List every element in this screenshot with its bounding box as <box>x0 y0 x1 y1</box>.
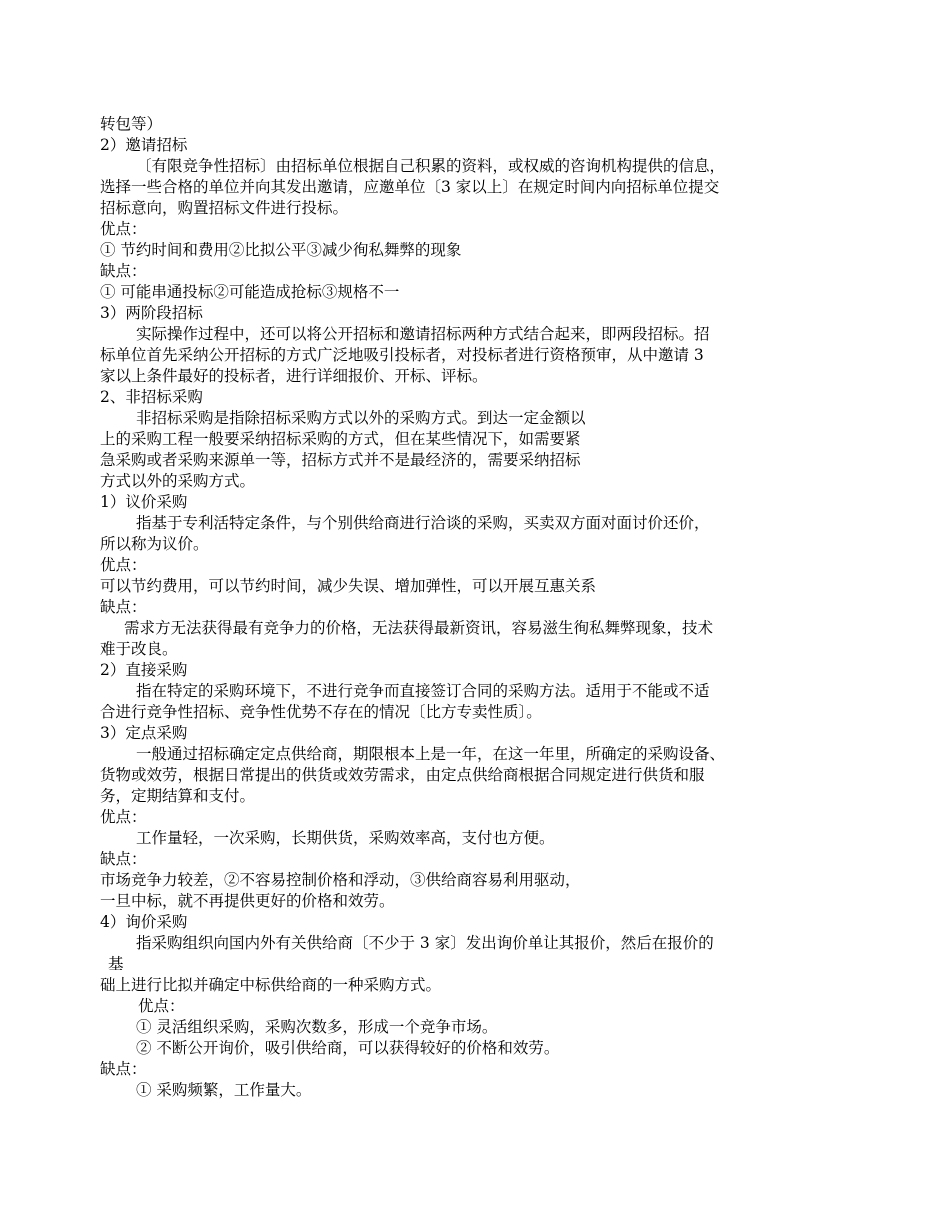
text-line: 上的采购工程一般要采纳招标采购的方式，但在某些情况下，如需要紧 <box>100 430 581 448</box>
text-line: 货物或效劳，根据日常提出的供货或效劳需求，由定点供给商根据合同规定进行供货和服 <box>100 766 705 784</box>
text-line: 工作量轻，一次采购，长期供货，采购效率高，支付也方便。 <box>136 829 555 847</box>
text-line: ① 节约时间和费用②比拟公平③减少徇私舞弊的现象 <box>100 241 462 259</box>
label-line: 优点： <box>100 808 147 826</box>
text-line: 一旦中标，就不再提供更好的价格和效劳。 <box>100 892 395 910</box>
section-heading: 3）定点采购 <box>100 724 188 742</box>
text-line: 标单位首先采纳公开招标的方式广泛地吸引投标者，对投标者进行资格预审，从中邀请 3 <box>100 346 704 364</box>
text-line: 合进行竞争性招标、竞争性优势不存在的情况〔比方专卖性质〕。 <box>100 703 542 721</box>
section-heading: 2）邀请招标 <box>100 136 188 154</box>
text-line: ① 灵活组织采购，采购次数多，形成一个竞争市场。 <box>136 1018 498 1036</box>
text-line: 基 <box>108 955 124 973</box>
section-heading: 3）两阶段招标 <box>100 304 203 322</box>
text-line: 急采购或者采购来源单一等，招标方式并不是最经济的，需要采纳招标 <box>100 451 581 469</box>
text-line: ① 可能串通投标②可能造成抢标③规格不一 <box>100 283 400 301</box>
text-line: 指基于专利活特定条件，与个别供给商进行洽谈的采购，买卖双方面对面讨价还价， <box>136 514 710 532</box>
section-heading: 2、非招标采购 <box>100 388 203 406</box>
label-line: 优点： <box>138 997 185 1015</box>
text-line: 础上进行比拟并确定中标供给商的一种采购方式。 <box>100 976 442 994</box>
section-heading: 1）议价采购 <box>100 493 188 511</box>
text-line: 难于改良。 <box>100 640 178 658</box>
label-line: 缺点： <box>100 262 147 280</box>
label-line: 缺点： <box>100 598 147 616</box>
section-heading: 4）询价采购 <box>100 913 188 931</box>
label-line: 缺点： <box>100 1060 147 1078</box>
text-line: 所以称为议价。 <box>100 535 209 553</box>
text-line: 转包等） <box>100 115 163 133</box>
text-line: 指采购组织向国内外有关供给商〔不少于 3 家〕发出询价单让其报价，然后在报价的 <box>136 934 714 952</box>
text-line: 招标意向，购置招标文件进行投标。 <box>100 199 349 217</box>
text-line: 需求方无法获得最有竞争力的价格，无法获得最新资讯，容易滋生徇私舞弊现象，技术 <box>124 619 714 637</box>
text-line: 一般通过招标确定定点供给商，期限根本上是一年，在这一年里，所确定的采购设备、 <box>136 745 726 763</box>
text-line: ① 采购频繁，工作量大。 <box>136 1081 312 1099</box>
text-line: 可以节约费用，可以节约时间，减少失误、增加弹性，可以开展互惠关系 <box>100 577 597 595</box>
text-line: ② 不断公开询价，吸引供给商，可以获得较好的价格和效劳。 <box>136 1039 560 1057</box>
text-line: 非招标采购是指除招标采购方式以外的采购方式。到达一定金额以 <box>136 409 586 427</box>
text-line: 家以上条件最好的投标者，进行详细报价、开标、评标。 <box>100 367 488 385</box>
label-line: 优点： <box>100 220 147 238</box>
text-line: 实际操作过程中，还可以将公开招标和邀请招标两种方式结合起来，即两段招标。招 <box>136 325 710 343</box>
text-line: 市场竞争力较差，②不容易控制价格和浮动，③供给商容易利用驱动， <box>100 871 581 889</box>
section-heading: 2）直接采购 <box>100 661 188 679</box>
text-line: 指在特定的采购环境下，不进行竞争而直接签订合同的采购方法。适用于不能或不适 <box>136 682 710 700</box>
label-line: 缺点： <box>100 850 147 868</box>
text-line: 务，定期结算和支付。 <box>100 787 256 805</box>
text-line: 方式以外的采购方式。 <box>100 472 256 490</box>
text-line: 〔有限竞争性招标〕由招标单位根据自己积累的资料，或权威的咨询机构提供的信息， <box>136 157 726 175</box>
label-line: 优点： <box>100 556 147 574</box>
text-line: 选择一些合格的单位并向其发出邀请，应邀单位〔3 家以上〕在规定时间内向招标单位提交 <box>100 178 720 196</box>
